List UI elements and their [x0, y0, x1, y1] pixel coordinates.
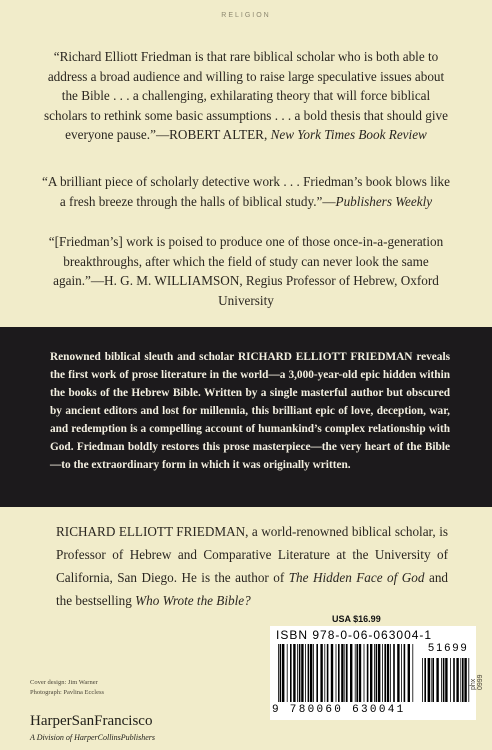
barcode-bar	[404, 644, 406, 702]
barcode-bar	[367, 644, 369, 702]
barcode-bar	[450, 658, 451, 702]
barcode-bar	[331, 644, 333, 702]
review-quote-alter	[40, 47, 452, 145]
barcode-bar	[350, 644, 352, 702]
quote-source: Publishers Weekly	[335, 193, 433, 209]
bio-book-title: The Hidden Face of God	[288, 570, 425, 585]
barcode-bar	[290, 644, 292, 702]
barcode-bar	[280, 644, 282, 702]
ean-barcode	[278, 644, 416, 702]
category-label: RELIGION	[221, 12, 271, 19]
barcode-bar	[310, 644, 312, 702]
stock-code: phx 0999	[470, 674, 484, 690]
barcode-bar	[445, 658, 447, 702]
division-name: HarperCollinsPublishers	[74, 733, 155, 742]
barcode-bar	[355, 644, 356, 702]
price-label: USA $16.99	[332, 614, 381, 624]
barcode-bar	[422, 658, 423, 702]
price-supplement-digits: 51699	[428, 642, 469, 654]
barcode-bar	[397, 644, 399, 702]
barcode-bar	[364, 644, 365, 702]
barcode-bar	[424, 658, 426, 702]
barcode-bar	[356, 644, 358, 702]
barcode-bar	[287, 644, 288, 702]
barcode-bar	[341, 644, 343, 702]
barcode-bar	[374, 644, 375, 702]
barcode-panel	[270, 626, 476, 720]
barcode-bar	[443, 658, 445, 702]
cover-design-credit: Cover design: Jim Warner	[30, 679, 98, 686]
book-blurb: Renowned biblical sleuth and scholar RICHARD ELLIOTT FRIEDMAN reveals the first work of prose literature in the world—a 3,000-year-old epic hidden within the books of the Hebrew Bible. Written by a single masterful author but obscured by ancient editors and lost for millennia, this brilliant epic of love, deception, war, and redemption is a compelling account of humankind’s complex relationship with God. Friedman boldly restores this prose masterpiece—the very heart of the Bible—to the extraordinary form in which it was originally written.	[50, 351, 450, 471]
ean-digits: 9 780060 630041	[272, 704, 406, 716]
price-supplement-barcode	[422, 658, 472, 702]
barcode-bar	[453, 658, 455, 702]
barcode-bar	[313, 644, 314, 702]
barcode-bar	[316, 644, 318, 702]
barcode-bar	[436, 658, 438, 702]
bio-text: and the bestselling	[56, 570, 449, 608]
bio-text: RICHARD ELLIOTT FRIEDMAN, a world-renowned biblical scholar, is Professor of Hebrew and Comparative Literature at the University of California, San Diego. He is the author of	[56, 524, 448, 585]
author-bio	[56, 520, 448, 612]
barcode-bar	[456, 658, 458, 702]
barcode-bar	[299, 644, 301, 702]
barcode-bar	[412, 644, 413, 702]
barcode-bar	[327, 644, 329, 702]
quote-text: “A brilliant piece of scholarly detective work . . . Friedman’s book blows like a fresh breeze through the halls of biblical study.”—	[42, 174, 450, 209]
isbn-number: ISBN 978-0-06-063004-1	[276, 628, 433, 642]
barcode-bar	[338, 644, 340, 702]
barcode-bar	[460, 658, 461, 702]
barcode-bar	[308, 644, 310, 702]
barcode-bar	[293, 644, 295, 702]
barcode-bar	[278, 644, 279, 702]
barcode-bar	[387, 644, 389, 702]
barcode-bar	[462, 658, 464, 702]
barcode-bar	[428, 658, 430, 702]
barcode-bar	[390, 644, 391, 702]
barcode-bar	[464, 658, 466, 702]
barcode-bar	[376, 644, 378, 702]
barcode-bar	[324, 644, 325, 702]
barcode-bar	[431, 658, 432, 702]
review-quote-publishers-weekly	[40, 172, 452, 211]
barcode-bar	[344, 644, 345, 702]
barcode-bar	[359, 644, 361, 702]
barcode-bar	[301, 644, 303, 702]
barcode-bar	[378, 644, 380, 702]
barcode-bar	[393, 644, 395, 702]
quote-text: “[Friedman’s] work is poised to produce one of those once-in-a-generation breakthroughs, after which the field of study can never look the same again.”—H. G. M. WILLIAMSON, Regius Professor of Hebrew, Oxford University	[48, 234, 444, 308]
bio-book-title: Who Wrote the Bible?	[135, 593, 251, 608]
barcode-bar	[432, 658, 434, 702]
barcode-bar	[336, 644, 337, 702]
barcode-bar	[297, 644, 298, 702]
barcode-bar	[305, 644, 306, 702]
review-quote-williamson	[40, 232, 452, 310]
credits	[30, 678, 104, 698]
barcode-bar	[320, 644, 322, 702]
barcode-bar	[346, 644, 348, 702]
barcode-bar	[382, 644, 383, 702]
barcode-bar	[384, 644, 386, 702]
photograph-credit: Photograph: Pavlina Eccless	[30, 689, 105, 696]
barcode-bar	[408, 644, 410, 702]
barcode-bar	[282, 644, 284, 702]
barcode-bar	[441, 658, 442, 702]
publisher-division	[30, 733, 155, 742]
barcode-bar	[370, 644, 372, 702]
quote-text: “Richard Elliott Friedman is that rare biblical scholar who is both able to address a broad audience and willing to raise large speculative issues about the Bible . . . a challenging, exhilarating theory that will force biblical scholars to rethink some basic assumptions . . . a bold thesis that should give everyone pause.”—ROBERT ALTER,	[43, 49, 448, 142]
barcode-bar	[401, 644, 402, 702]
quote-source: New York Times Book Review	[270, 127, 427, 142]
publisher-logo: HarperSanFrancisco	[30, 713, 153, 729]
division-prefix: A Division of	[30, 733, 75, 742]
